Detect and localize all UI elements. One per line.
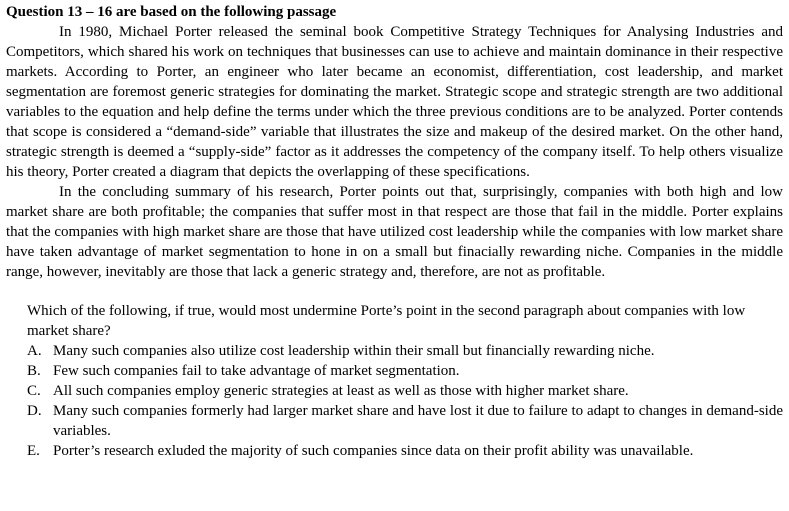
option-text: Many such companies also utilize cost leadership within their small but financially rewarding niche.: [53, 343, 655, 359]
option-letter: A.: [27, 343, 42, 359]
option-text: Few such companies fail to take advantage of market segmentation.: [53, 363, 460, 379]
option-letter: C.: [27, 383, 41, 399]
answer-option-d[interactable]: [27, 401, 783, 441]
passage-paragraph-1: In 1980, Michael Porter released the seminal book Competitive Strategy Techniques for Analysing Industries and Competitors, which shared his work on techniques that businesses can use to achieve and maintain dominance in their respective markets. According to Porter, an engineer who later became an economist, differentiation, cost leadership, and market segmentation are foremost generic strategies for dominating the market. Strategic scope and strategic strength are two additional variables to the equation and help define the terms under which the three previous conditions are to be analyzed. Porter contends that scope is considered a “demand-side” variable that illustrates the size and makeup of the desired market. On the other hand, strategic strength is deemed a “supply-side” factor as it addresses the competency of the company itself. To help others visualize his theory, Porter created a diagram that depicts the overlapping of these specifications.: [6, 24, 783, 180]
option-text: All such companies employ generic strategies at least as well as those with higher market share.: [53, 383, 629, 399]
question-heading: Question 13 – 16 are based on the following passage: [6, 4, 337, 20]
option-letter: B.: [27, 363, 41, 379]
question-block: [6, 301, 783, 461]
question-stem: Which of the following, if true, would most undermine Porte’s point in the second paragraph about companies with low market share?: [27, 303, 746, 339]
answer-option-a[interactable]: [27, 341, 783, 361]
option-letter: D.: [27, 403, 42, 419]
answer-option-b[interactable]: [27, 361, 783, 381]
answer-option-c[interactable]: [27, 381, 783, 401]
option-letter: E.: [27, 443, 40, 459]
option-text: Many such companies formerly had larger market share and have lost it due to failure to adapt to changes in demand-side variables.: [53, 403, 783, 439]
answer-option-e[interactable]: [27, 441, 783, 461]
option-text: Porter’s research exluded the majority of such companies since data on their profit ability was unavailable.: [53, 443, 694, 459]
document: [6, 2, 783, 461]
passage-paragraph-2: In the concluding summary of his research, Porter points out that, surprisingly, companies with both high and low market share are both profitable; the companies that suffer most in that respect are those that fail in the middle. Porter explains that the companies with high market share are those that have utilized cost leadership while the companies with low market share have taken advantage of market segmentation to hone in on a small but finacially rewarding niche. Companies in the middle range, however, inevitably are those that lack a generic strategy and, therefore, are not as profitable.: [6, 184, 783, 280]
